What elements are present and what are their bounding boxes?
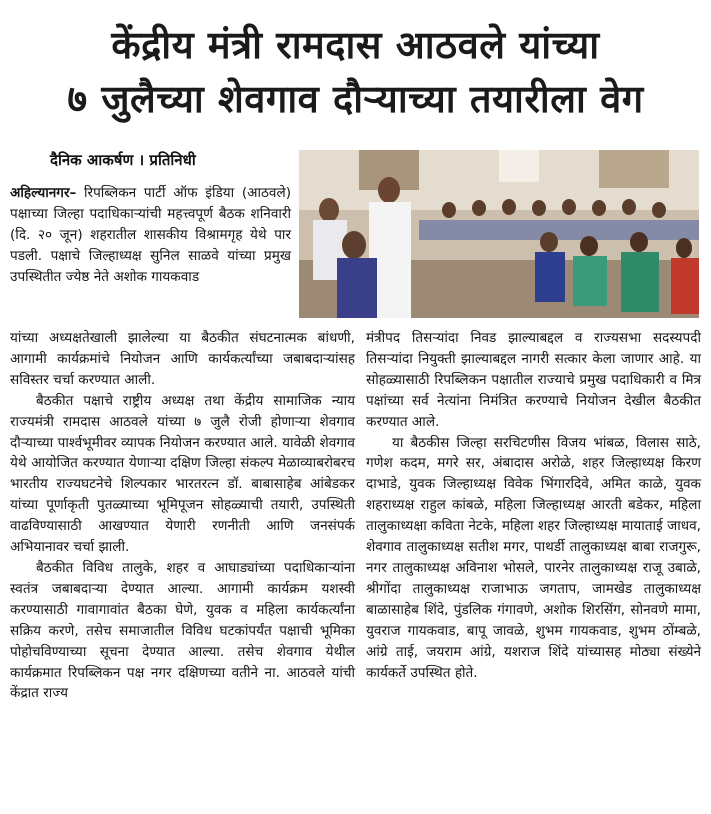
- headline-line-1: केंद्रीय मंत्री रामदास आठवले यांच्या: [111, 23, 600, 67]
- meeting-photo: [299, 150, 699, 318]
- paragraph-2: बैठकीत पक्षाचे राष्ट्रीय अध्यक्ष तथा केंद्रीय सामाजिक न्याय राज्यमंत्री रामदास आठवले यांच्या ७ जुलै रोजी होणाऱ्या शेवगाव दौऱ्याच्या पार्श्वभूमीवर व्यापक नियोजन करण्यात आले. यावेळी शेवगाव येथे आयोजित करण्यात येणाऱ्या दक्षिण जिल्हा संकल्प मेळाव्याबरोबरच भारतीय राज्यघटनेचे शिल्पकार भारतरत्न डॉ. बाबासाहेब आंबेडकर यांच्या पूर्णाकृती पुतळ्याच्या भूमिपूजन सोहळ्याची तयारी, उपस्थिती वाढविण्यासाठी आखण्यात येणारी रणनीती आणि जनसंपर्क अभियानावर चर्चा झाली.: [10, 392, 355, 556]
- headline-line-2: ७ जुलैच्या शेवगाव दौऱ्याच्या तयारीला वेग: [67, 77, 644, 121]
- meeting-photo-illustration: [299, 150, 699, 318]
- lead-text-top: रिपब्लिकन पार्टी ऑफ इंडिया (आठवले) पक्षाच्या जिल्हा पदाधिकाऱ्यांची महत्त्वपूर्ण बैठक शनिवारी (दि. २० जून) शहरातील शासकीय विश्रामगृह येथे पार पडली. पक्षाचे जिल्हाध्यक्ष सुनिल साळवे यांच्या प्रमुख उपस्थितीत ज्येष्ठ नेते अशोक गायकवाड: [10, 185, 291, 285]
- paragraph-3: बैठकीत विविध तालुके, शहर व आघाड्यांच्या पदाधिकाऱ्यांना स्वतंत्र जबाबदाऱ्या देण्यात आल्या. आगामी कार्यक्रम यशस्वी करण्यासाठी गावागावांत बैठका घेणे, युवक व महिला कार्यकर्त्यांना सक्रिय करणे, तसेच समाजातील विविध घटकांपर्यंत पक्षाची भूमिका पोहोचविण्याच्या सूचना देण्यात आल्या. तसेच शेवगाव येथील कार्यक्रमात रिपब्लिकन पक्ष नगर दक्षिणच्या वतीने ना. आठवले यांची केंद्रात राज्य: [10, 559, 355, 702]
- paragraph-4: मंत्रीपद तिसऱ्यांदा निवड झाल्याबद्दल व राज्यसभा सदस्यपदी तिसऱ्यांदा नियुक्ती झाल्याबद्दल नागरी सत्कार केला जाणार आहे. या सोहळ्यासाठी रिपब्लिकन पक्षातील राज्याचे प्रमुख पदाधिकारी व मित्र पक्षांच्या सर्व नेत्यांना निमंत्रित करण्याचे नियोजन देखील बैठकीत करण्यात आले.: [366, 330, 701, 430]
- byline: दैनिक आकर्षण । प्रतिनिधी: [50, 151, 196, 169]
- left-column: [10, 328, 355, 704]
- paragraph-5: या बैठकीस जिल्हा सरचिटणीस विजय भांबळ, विलास साठे, गणेश कदम, मगरे सर, अंबादास अरोळे, शहर जिल्हाध्यक्ष किरण दाभाडे, युवक जिल्हाध्यक्ष विवेक भिंगारदिवे, अमित काळे, युवक शहराध्यक्ष राहुल कांबळे, महिला जिल्हाध्यक्ष आरती बडेकर, महिला तालुकाध्यक्षा कविता नेटके, महिला शहर जिल्हाध्यक्ष मायाताई जाधव, शेवगाव तालुकाध्यक्ष सतीश मगर, पाथर्डी तालुकाध्यक्ष बाबा राजगुरू, नगर तालुकाध्यक्ष अविनाश भोसले, पारनेर तालुकाध्यक्ष राजू उबाळे, श्रीगोंदा तालुकाध्यक्ष राजाभाऊ जगताप, जामखेड तालुकाध्यक्ष बाळासाहेब शिंदे, पुंडलिक गंगावणे, अशोक शिरसिंग, सोनवणे मामा, युवराज गायकवाड, बापू जावळे, शुभम गायकवाड, शुभम ठोंम्बळे, आंग्रे ताई, जयराम आंग्रे, यशराज शिंदे यांच्यासह मोठ्या संख्येने कार्यकर्ते उपस्थित होते.: [366, 434, 701, 681]
- lead-text-bottom: यांच्या अध्यक्षतेखाली झालेल्या या बैठकीत संघटनात्मक बांधणी, आगामी कार्यक्रमांचे नियोजन आणि कार्यकर्त्यांच्या जबाबदाऱ्यांसह सविस्तर चर्चा करण्यात आली.: [10, 330, 355, 388]
- right-column: [366, 328, 701, 683]
- dateline: अहिल्यानगर–: [10, 185, 77, 201]
- lead-paragraph-top: [10, 183, 291, 288]
- headline: [0, 18, 711, 126]
